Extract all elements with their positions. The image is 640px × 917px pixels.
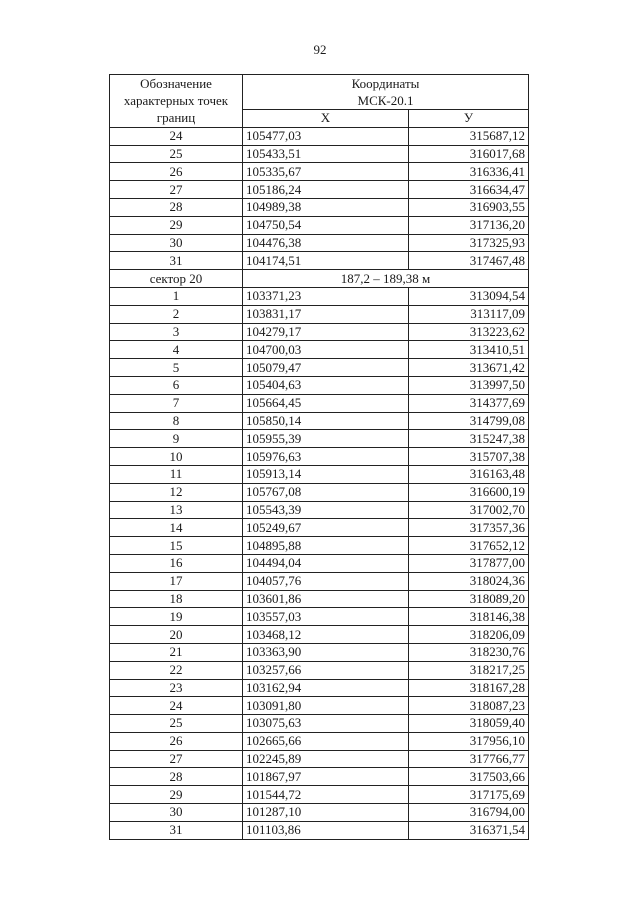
table-row <box>110 341 529 359</box>
x-cell: 105404,63 <box>243 376 409 394</box>
table-row <box>110 430 529 448</box>
y-cell: 315247,38 <box>409 430 529 448</box>
y-cell: 313223,62 <box>409 323 529 341</box>
point-cell: 5 <box>110 359 243 377</box>
x-cell: 104750,54 <box>243 216 409 234</box>
rows-top <box>110 127 529 269</box>
header-coordinates-label: Координаты <box>351 76 420 91</box>
y-cell: 317766,77 <box>409 750 529 768</box>
table-row <box>110 163 529 181</box>
point-cell: 26 <box>110 732 243 750</box>
y-cell: 317652,12 <box>409 537 529 555</box>
y-cell: 318206,09 <box>409 626 529 644</box>
y-cell: 317002,70 <box>409 501 529 519</box>
table-row <box>110 697 529 715</box>
table-row <box>110 608 529 626</box>
table-row <box>110 768 529 786</box>
sector-range: 187,2 – 189,38 м <box>243 270 529 288</box>
x-cell: 105079,47 <box>243 359 409 377</box>
x-cell: 104174,51 <box>243 252 409 270</box>
x-cell: 104494,04 <box>243 554 409 572</box>
point-cell: 11 <box>110 465 243 483</box>
header-designation: Обозначение характерных точек границ <box>110 75 243 128</box>
table-row <box>110 501 529 519</box>
x-cell: 103557,03 <box>243 608 409 626</box>
y-cell: 316600,19 <box>409 483 529 501</box>
table-row <box>110 554 529 572</box>
sector-name: сектор 20 <box>110 270 243 288</box>
y-cell: 318167,28 <box>409 679 529 697</box>
coordinates-table <box>109 74 529 840</box>
table-row <box>110 537 529 555</box>
table-row <box>110 287 529 305</box>
point-cell: 27 <box>110 750 243 768</box>
table-row <box>110 394 529 412</box>
point-cell: 4 <box>110 341 243 359</box>
y-cell: 313671,42 <box>409 359 529 377</box>
y-cell: 318217,25 <box>409 661 529 679</box>
y-cell: 317136,20 <box>409 216 529 234</box>
table-row <box>110 519 529 537</box>
table-row <box>110 181 529 199</box>
x-cell: 103075,63 <box>243 715 409 733</box>
y-cell: 316903,55 <box>409 198 529 216</box>
y-cell: 318059,40 <box>409 715 529 733</box>
point-cell: 1 <box>110 287 243 305</box>
point-cell: 30 <box>110 804 243 822</box>
table-row <box>110 483 529 501</box>
y-cell: 316336,41 <box>409 163 529 181</box>
x-cell: 105976,63 <box>243 448 409 466</box>
y-cell: 313117,09 <box>409 305 529 323</box>
x-cell: 105433,51 <box>243 145 409 163</box>
header-coordinate-system: МСК-20.1 <box>357 93 414 108</box>
y-cell: 316163,48 <box>409 465 529 483</box>
y-cell: 318089,20 <box>409 590 529 608</box>
x-cell: 105767,08 <box>243 483 409 501</box>
table-row <box>110 448 529 466</box>
sector-header <box>110 270 529 288</box>
x-cell: 105913,14 <box>243 465 409 483</box>
point-cell: 14 <box>110 519 243 537</box>
y-cell: 318024,36 <box>409 572 529 590</box>
x-cell: 104700,03 <box>243 341 409 359</box>
y-cell: 317877,00 <box>409 554 529 572</box>
table-row <box>110 626 529 644</box>
point-cell: 17 <box>110 572 243 590</box>
table-row <box>110 804 529 822</box>
point-cell: 21 <box>110 643 243 661</box>
table-row <box>110 305 529 323</box>
rows-sector <box>110 287 529 839</box>
table-row <box>110 234 529 252</box>
table-row <box>110 715 529 733</box>
point-cell: 18 <box>110 590 243 608</box>
x-cell: 103091,80 <box>243 697 409 715</box>
x-cell: 104989,38 <box>243 198 409 216</box>
point-cell: 7 <box>110 394 243 412</box>
y-cell: 318146,38 <box>409 608 529 626</box>
y-cell: 316017,68 <box>409 145 529 163</box>
point-cell: 25 <box>110 715 243 733</box>
table-row <box>110 661 529 679</box>
point-cell: 31 <box>110 821 243 839</box>
point-cell: 9 <box>110 430 243 448</box>
table-row <box>110 821 529 839</box>
x-cell: 103162,94 <box>243 679 409 697</box>
x-cell: 102665,66 <box>243 732 409 750</box>
table-row <box>110 376 529 394</box>
x-cell: 104476,38 <box>243 234 409 252</box>
point-cell: 29 <box>110 216 243 234</box>
x-cell: 103363,90 <box>243 643 409 661</box>
y-cell: 317467,48 <box>409 252 529 270</box>
x-cell: 105955,39 <box>243 430 409 448</box>
point-cell: 20 <box>110 626 243 644</box>
point-cell: 22 <box>110 661 243 679</box>
table-row <box>110 786 529 804</box>
x-cell: 105664,45 <box>243 394 409 412</box>
table-row <box>110 145 529 163</box>
point-cell: 26 <box>110 163 243 181</box>
point-cell: 6 <box>110 376 243 394</box>
x-cell: 101287,10 <box>243 804 409 822</box>
point-cell: 25 <box>110 145 243 163</box>
header-y: У <box>409 110 529 128</box>
y-cell: 318230,76 <box>409 643 529 661</box>
y-cell: 314799,08 <box>409 412 529 430</box>
x-cell: 103831,17 <box>243 305 409 323</box>
y-cell: 316371,54 <box>409 821 529 839</box>
point-cell: 30 <box>110 234 243 252</box>
point-cell: 28 <box>110 198 243 216</box>
x-cell: 103371,23 <box>243 287 409 305</box>
x-cell: 101103,86 <box>243 821 409 839</box>
y-cell: 317503,66 <box>409 768 529 786</box>
x-cell: 102245,89 <box>243 750 409 768</box>
table-row <box>110 572 529 590</box>
table-row <box>110 359 529 377</box>
y-cell: 316634,47 <box>409 181 529 199</box>
x-cell: 104895,88 <box>243 537 409 555</box>
y-cell: 313094,54 <box>409 287 529 305</box>
table-row <box>110 590 529 608</box>
point-cell: 31 <box>110 252 243 270</box>
x-cell: 104279,17 <box>243 323 409 341</box>
x-cell: 103601,86 <box>243 590 409 608</box>
x-cell: 101867,97 <box>243 768 409 786</box>
point-cell: 24 <box>110 697 243 715</box>
x-cell: 105477,03 <box>243 127 409 145</box>
x-cell: 105249,67 <box>243 519 409 537</box>
point-cell: 24 <box>110 127 243 145</box>
page-number: 92 <box>313 42 327 57</box>
y-cell: 313997,50 <box>409 376 529 394</box>
point-cell: 12 <box>110 483 243 501</box>
y-cell: 315707,38 <box>409 448 529 466</box>
header-x: Х <box>243 110 409 128</box>
table-row <box>110 732 529 750</box>
point-cell: 16 <box>110 554 243 572</box>
point-cell: 23 <box>110 679 243 697</box>
point-cell: 15 <box>110 537 243 555</box>
point-cell: 8 <box>110 412 243 430</box>
point-cell: 13 <box>110 501 243 519</box>
y-cell: 314377,69 <box>409 394 529 412</box>
table-row <box>110 198 529 216</box>
table-row <box>110 412 529 430</box>
x-cell: 105543,39 <box>243 501 409 519</box>
table-row <box>110 750 529 768</box>
table-row <box>110 323 529 341</box>
x-cell: 105850,14 <box>243 412 409 430</box>
x-cell: 103257,66 <box>243 661 409 679</box>
point-cell: 10 <box>110 448 243 466</box>
header-coordinates <box>243 75 529 110</box>
point-cell: 27 <box>110 181 243 199</box>
y-cell: 316794,00 <box>409 804 529 822</box>
point-cell: 3 <box>110 323 243 341</box>
y-cell: 315687,12 <box>409 127 529 145</box>
y-cell: 318087,23 <box>409 697 529 715</box>
table-row <box>110 465 529 483</box>
y-cell: 317175,69 <box>409 786 529 804</box>
point-cell: 28 <box>110 768 243 786</box>
y-cell: 317357,36 <box>409 519 529 537</box>
point-cell: 2 <box>110 305 243 323</box>
table-row <box>110 643 529 661</box>
point-cell: 29 <box>110 786 243 804</box>
table-header <box>110 75 529 128</box>
sector-row <box>110 270 529 288</box>
table-row <box>110 127 529 145</box>
x-cell: 105186,24 <box>243 181 409 199</box>
y-cell: 317325,93 <box>409 234 529 252</box>
x-cell: 104057,76 <box>243 572 409 590</box>
table-row <box>110 252 529 270</box>
table-row <box>110 679 529 697</box>
y-cell: 313410,51 <box>409 341 529 359</box>
x-cell: 103468,12 <box>243 626 409 644</box>
x-cell: 101544,72 <box>243 786 409 804</box>
y-cell: 317956,10 <box>409 732 529 750</box>
x-cell: 105335,67 <box>243 163 409 181</box>
point-cell: 19 <box>110 608 243 626</box>
table-row <box>110 216 529 234</box>
